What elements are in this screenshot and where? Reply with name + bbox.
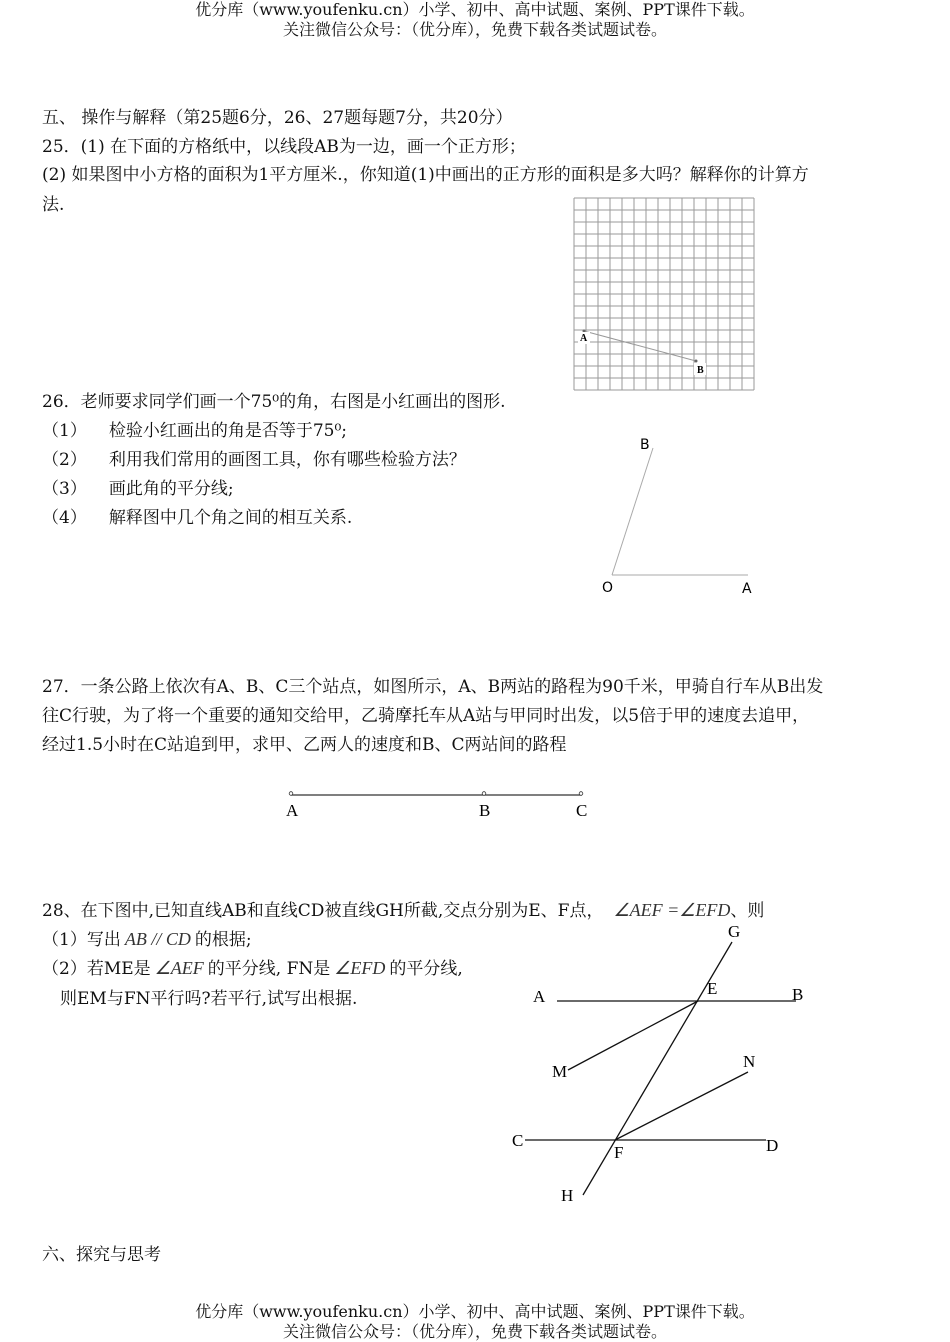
- section-6-title: 六、探究与思考: [42, 1245, 161, 1265]
- q26-item-1: [42, 420, 347, 442]
- q28-item-1-suffix: 的根据;: [194, 930, 252, 950]
- station-label-c: C: [576, 801, 588, 820]
- q26-item-2: [42, 449, 466, 471]
- q27-line-2: 往C行驶，为了将一个重要的通知交给甲，乙骑摩托车从A站与甲同时出发，以5倍于甲的速度去追甲，: [42, 706, 810, 726]
- footer-line-2: 关注微信公众号：（优分库），免费下载各类试题试卷。: [282, 1322, 667, 1341]
- station-point-a: [289, 792, 293, 796]
- header-line-1: 优分库（www.youfenku.cn）小学、初中、高中试题、案例、PPT课件下载。: [195, 0, 755, 19]
- fig-label-g: G: [728, 922, 741, 941]
- q28-item-2-prefix: （2）若ME是: [42, 959, 151, 979]
- header-line-2: 关注微信公众号：（优分库），免费下载各类试题试卷。: [282, 20, 667, 39]
- q26-item-2-num: （2）: [42, 450, 87, 470]
- q28-parallel-lines-figure: [500, 915, 830, 1215]
- q26-item-1-text: 检验小红画出的角是否等于75⁰;: [108, 421, 348, 441]
- fig-label-c: C: [512, 1131, 524, 1150]
- q26-angle-figure: [590, 430, 770, 610]
- q28-item-1: [42, 928, 252, 951]
- q28-item-2-math-1: ∠AEF: [154, 958, 204, 978]
- angle-label-b: B: [640, 437, 650, 453]
- q27-road-figure: [280, 784, 600, 824]
- q28-item-2-suffix: 的平分线,: [389, 959, 463, 979]
- fig-label-n: N: [743, 1052, 756, 1071]
- grid-label-b: B: [697, 365, 704, 376]
- ray-em: [568, 1001, 698, 1070]
- q26-item-4-num: （4）: [42, 508, 87, 528]
- q27-line-3: 经过1.5小时在C站追到甲，求甲、乙两人的速度和B、C两站间的路程: [42, 735, 567, 755]
- section-5-title: 五、 操作与解释（第25题6分，26、27题每题7分，共20分）: [42, 108, 513, 128]
- q28-item-1-prefix: （1）写出: [42, 930, 121, 950]
- q26-item-3-num: （3）: [42, 479, 87, 499]
- q28-line-1-text: 28、在下图中,已知直线AB和直线CD被直线GH所截,交点分别为E、F点，: [42, 901, 604, 921]
- station-label-b: B: [479, 801, 491, 820]
- q26-item-2-text: 利用我们常用的画图工具，你有哪些检验方法？: [108, 450, 466, 470]
- grid-label-a: A: [580, 333, 588, 344]
- square-grid: [574, 198, 754, 390]
- ray-ob: [612, 448, 653, 575]
- station-point-c: [579, 792, 583, 796]
- q27-line-1: 27．一条公路上依次有A、B、C三个站点，如图所示，A、B两站的路程为90千米，甲骑自行车从B出发: [42, 677, 824, 697]
- fig-label-d: D: [766, 1136, 779, 1155]
- point-b: [695, 360, 698, 363]
- fig-label-f: F: [614, 1143, 624, 1162]
- q26-item-4: [42, 507, 352, 529]
- q25-line-1: 25．(1) 在下面的方格纸中，以线段AB为一边，画一个正方形；: [42, 137, 526, 157]
- q26-item-4-text: 解释图中几个角之间的相互关系.: [108, 508, 353, 528]
- q25-line-3: 法.: [42, 195, 65, 215]
- q25-line-2: (2) 如果图中小方格的面积为1平方厘米.，你知道(1)中画出的正方形的面积是多大吗？解释你的计算方: [42, 165, 809, 185]
- q28-line-1-math: ∠AEF =∠EFD: [613, 900, 731, 920]
- q28-line-1-suffix: 、则: [730, 901, 765, 921]
- q26-item-3: [42, 478, 234, 500]
- segment-ab: [584, 331, 696, 361]
- fig-label-h: H: [561, 1186, 574, 1205]
- q25-grid-figure: [570, 195, 760, 395]
- footer-line-1: 优分库（www.youfenku.cn）小学、初中、高中试题、案例、PPT课件下载。: [195, 1302, 755, 1321]
- q26-line-1: 26．老师要求同学们画一个75⁰的角，右图是小红画出的图形.: [42, 392, 506, 412]
- fig-label-a: A: [533, 987, 546, 1006]
- q26-item-3-text: 画此角的平分线;: [108, 479, 234, 499]
- fig-label-b: B: [792, 985, 804, 1004]
- q28-item-2: [42, 957, 463, 980]
- fig-label-m: M: [552, 1062, 568, 1081]
- angle-label-o: O: [602, 580, 614, 596]
- q28-item-3: 则EM与FN平行吗?若平行,试写出根据.: [60, 989, 358, 1009]
- q28-item-1-math: AB // CD: [124, 929, 191, 949]
- q26-item-1-num: （1）: [42, 421, 87, 441]
- q28-item-2-math-2: ∠EFD: [334, 958, 386, 978]
- fig-label-e: E: [707, 979, 718, 998]
- angle-label-a: A: [742, 581, 752, 597]
- station-point-b: [482, 792, 486, 796]
- station-label-a: A: [286, 801, 299, 820]
- q28-item-2-mid: 的平分线, FN是: [207, 959, 331, 979]
